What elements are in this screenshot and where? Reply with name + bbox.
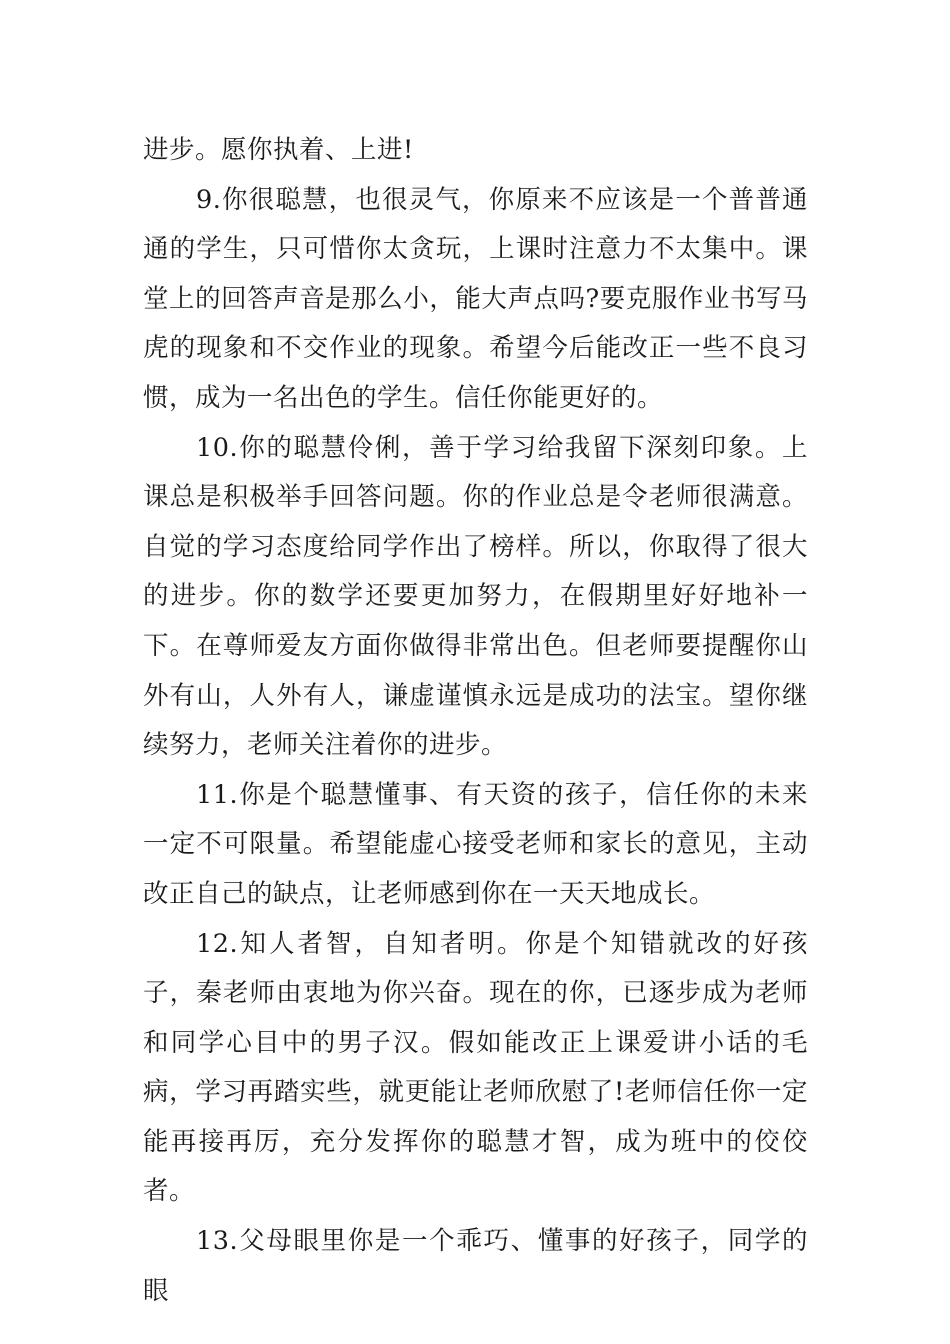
paragraph-continuation: 进步。愿你执着、上进! <box>143 135 414 165</box>
paragraph-comment-12: 12.知人者智，自知者明。你是个知错就改的好孩子，秦老师由衷地为你兴奋。现在的你，已逐步成为老师和同学心目中的男子汉。假如能改正上课爱讲小话的毛病，学习再踏实些，就更能让老师欣慰了!老师信任你一定能再接再厉，充分发挥你的聪慧才智，成为班中的佼佼者。 <box>143 928 808 1207</box>
document-body <box>143 126 808 1316</box>
paragraph-comment-9: 9.你很聪慧，也很灵气，你原来不应该是一个普普通通的学生，只可惜你太贪玩，上课时注意力不太集中。课堂上的回答声音是那么小，能大声点吗?要克服作业书写马虎的现象和不交作业的现象。希望今后能改正一些不良习惯，成为一名出色的学生。信任你能更好的。 <box>143 184 808 413</box>
paragraph-comment-13: 13.父母眼里你是一个乖巧、懂事的好孩子，同学的眼 <box>143 1226 808 1306</box>
paragraph-comment-11: 11.你是个聪慧懂事、有天资的孩子，信任你的未来一定不可限量。希望能虚心接受老师和家长的意见，主动改正自己的缺点，让老师感到你在一天天地成长。 <box>143 779 808 909</box>
paragraph-comment-10: 10.你的聪慧伶俐，善于学习给我留下深刻印象。上课总是积极举手回答问题。你的作业总是令老师很满意。自觉的学习态度给同学作出了榜样。所以，你取得了很大的进步。你的数学还要更加努力，在假期里好好地补一下。在尊师爱友方面你做得非常出色。但老师要提醒你山外有山，人外有人，谦虚谨慎永远是成功的法宝。望你继续努力，老师关注着你的进步。 <box>143 432 808 761</box>
